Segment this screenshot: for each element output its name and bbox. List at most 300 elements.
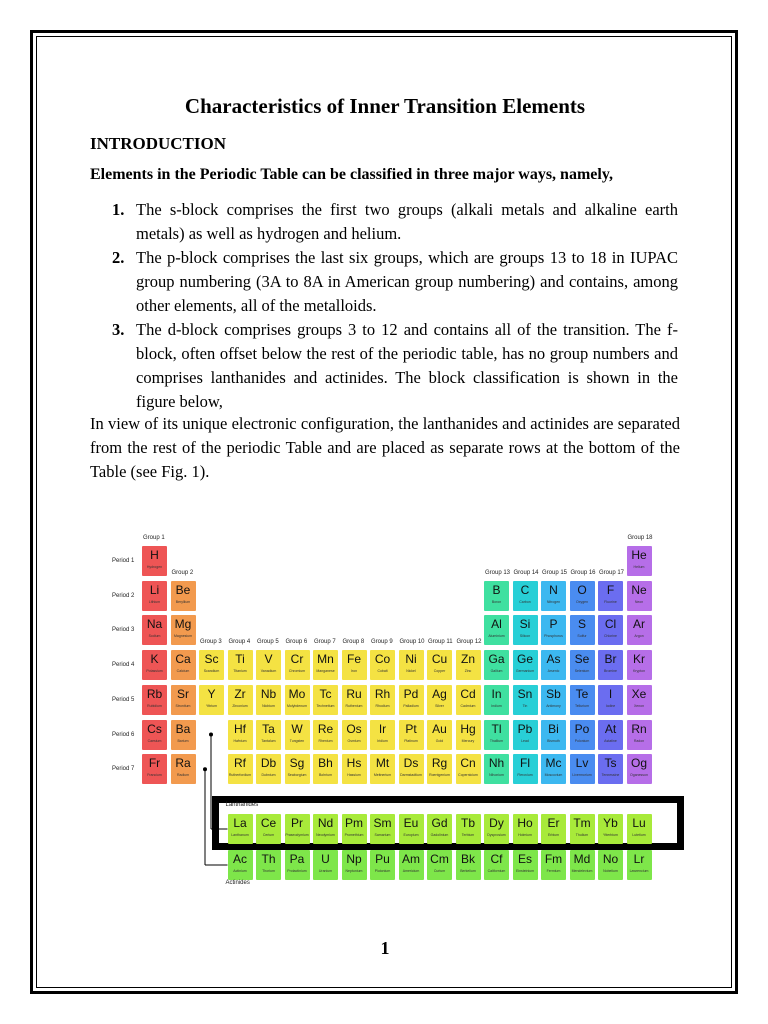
element-cell <box>598 754 623 784</box>
group-label: Group 6 <box>285 639 308 646</box>
list-item <box>112 246 678 318</box>
element-symbol: Lv <box>575 756 589 771</box>
element-symbol: Cm <box>430 852 449 866</box>
element-symbol: La <box>233 816 247 830</box>
element-symbol: Sg <box>289 756 305 771</box>
element-symbol: Sr <box>177 686 189 701</box>
element-cell <box>142 581 167 611</box>
element-cell <box>342 650 367 680</box>
element-symbol: Fr <box>148 756 161 771</box>
element-symbol: Ne <box>631 582 647 597</box>
element-cell <box>598 650 623 680</box>
element-cell <box>570 615 595 645</box>
element-cell <box>627 814 652 844</box>
element-cell <box>228 685 253 715</box>
element-cell <box>484 754 509 784</box>
element-name: Neptunium <box>345 869 363 873</box>
element-cell <box>484 650 509 680</box>
element-symbol: Y <box>207 686 216 701</box>
element-name: Gadolinium <box>430 833 449 837</box>
element-symbol: Md <box>573 852 591 866</box>
group-label: Group 5 <box>257 639 279 646</box>
element-symbol: Lu <box>632 816 646 830</box>
period-label: Period 2 <box>112 592 135 599</box>
element-cell <box>456 814 481 844</box>
element-cell <box>541 685 566 715</box>
element-name: Zinc <box>464 669 472 674</box>
element-name: Ytterbium <box>603 833 618 837</box>
element-name: Terbium <box>461 833 475 837</box>
element-cell <box>342 814 367 844</box>
element-cell <box>256 650 281 680</box>
element-symbol: Yb <box>603 816 618 830</box>
element-name: Europium <box>403 833 419 837</box>
element-name: Seaborgium <box>287 773 307 778</box>
element-symbol: Si <box>519 617 531 632</box>
period-label: Period 1 <box>112 558 135 564</box>
lead-sentence: Elements in the Periodic Table can be classified in three major ways, namely, <box>90 166 613 183</box>
element-symbol: Dy <box>489 816 504 830</box>
element-name: Thulium <box>575 833 589 837</box>
element-cell <box>285 754 310 784</box>
element-cell <box>627 685 652 715</box>
element-cell <box>199 650 224 680</box>
element-name: Scandium <box>203 669 220 674</box>
element-cell <box>142 650 167 680</box>
element-name: Tantalum <box>261 738 276 743</box>
element-name: Silicon <box>519 634 531 639</box>
element-symbol: Db <box>260 756 277 771</box>
element-symbol: Pr <box>291 816 303 830</box>
element-symbol: Sb <box>546 686 561 701</box>
element-symbol: Sc <box>204 652 219 667</box>
element-name: Nihonium <box>489 773 504 778</box>
element-name: Osmium <box>347 738 361 743</box>
element-symbol: Pm <box>345 816 363 830</box>
element-cell <box>598 814 623 844</box>
element-cell <box>570 814 595 844</box>
element-name: Titanium <box>233 669 247 674</box>
list-item <box>112 318 678 414</box>
element-symbol: In <box>491 686 502 701</box>
element-name: Hafnium <box>233 738 247 743</box>
element-name: Thallium <box>489 738 504 743</box>
group-label: Group 11 <box>428 639 453 646</box>
element-cell <box>456 720 481 750</box>
element-cell <box>570 850 595 880</box>
element-cell <box>142 685 167 715</box>
element-cell <box>541 720 566 750</box>
element-name: Roentgenium <box>429 773 450 778</box>
element-cell <box>627 546 652 576</box>
element-symbol: Eu <box>403 816 419 830</box>
element-name: Germanium <box>515 669 535 674</box>
element-cell <box>171 581 196 611</box>
element-name: Copernicium <box>458 773 478 778</box>
element-cell <box>627 581 652 611</box>
element-name: Zirconium <box>232 703 248 708</box>
element-name: Bismuth <box>547 738 560 743</box>
element-name: Technetium <box>316 703 335 708</box>
element-symbol: Fm <box>544 852 563 866</box>
element-name: Yttrium <box>205 703 218 708</box>
element-name: Erbium <box>547 833 560 837</box>
element-cell <box>627 850 652 880</box>
element-symbol: Ti <box>235 652 245 667</box>
element-symbol: Ts <box>604 756 617 771</box>
element-symbol: Bi <box>548 721 559 736</box>
element-symbol: Mn <box>317 652 334 667</box>
element-name: Platinum <box>404 738 418 743</box>
group-label: Group 3 <box>200 639 222 646</box>
element-cell <box>285 850 310 880</box>
element-name: Gallium <box>490 669 503 674</box>
element-name: Copper <box>433 669 446 674</box>
element-name: Nitrogen <box>546 599 561 604</box>
element-cell <box>171 720 196 750</box>
element-symbol: W <box>291 721 303 736</box>
element-name: Livermorium <box>572 773 592 778</box>
element-cell <box>399 850 424 880</box>
element-cell <box>142 615 167 645</box>
element-cell <box>541 850 566 880</box>
element-cell <box>399 650 424 680</box>
lanthanides-label: Lanthanides <box>225 802 259 808</box>
element-name: Fermium <box>546 869 561 873</box>
element-symbol: Br <box>604 652 617 667</box>
element-symbol: F <box>606 582 615 597</box>
element-cell <box>313 850 338 880</box>
element-name: Californium <box>487 869 506 873</box>
element-cell <box>427 850 452 880</box>
element-cell <box>399 814 424 844</box>
element-symbol: Bk <box>460 852 475 866</box>
element-cell <box>313 754 338 784</box>
period-label: Period 7 <box>112 766 135 773</box>
element-symbol: Pd <box>403 686 419 701</box>
block-classification-list <box>112 198 678 414</box>
element-name: Indium <box>491 703 502 708</box>
element-symbol: Os <box>346 721 362 736</box>
element-cell <box>256 814 281 844</box>
element-name: Boron <box>491 599 502 604</box>
element-cell <box>228 720 253 750</box>
element-cell <box>484 850 509 880</box>
element-name: Americium <box>402 869 420 873</box>
element-cell <box>399 754 424 784</box>
list-item <box>112 198 678 246</box>
element-symbol: Zr <box>234 686 246 701</box>
element-cell <box>598 685 623 715</box>
element-symbol: Tc <box>319 686 332 701</box>
element-name: Argon <box>634 634 644 639</box>
element-name: Calcium <box>176 669 190 674</box>
element-cell <box>342 850 367 880</box>
element-cell <box>370 720 395 750</box>
element-symbol: Nb <box>260 686 277 701</box>
element-name: Antimony <box>546 703 561 708</box>
element-cell <box>427 814 452 844</box>
element-name: Silver <box>435 703 444 708</box>
element-name: Neon <box>634 599 644 604</box>
element-cell <box>513 581 538 611</box>
element-cell <box>256 850 281 880</box>
element-symbol: At <box>604 721 617 736</box>
element-cell <box>342 754 367 784</box>
element-cell <box>570 754 595 784</box>
element-symbol: Pb <box>517 721 533 736</box>
element-symbol: Xe <box>631 686 647 701</box>
list-number: 2. <box>112 248 125 267</box>
group-label: Group 4 <box>228 639 251 646</box>
element-symbol: I <box>608 686 613 701</box>
element-symbol: As <box>546 652 561 667</box>
group-label: Group 12 <box>456 639 482 646</box>
element-name: Sodium <box>148 634 161 639</box>
element-symbol: Ar <box>633 617 645 632</box>
element-symbol: Na <box>146 617 163 632</box>
element-cell <box>570 581 595 611</box>
element-name: Tellurium <box>574 703 589 708</box>
element-symbol: Ds <box>403 756 419 771</box>
element-name: Tennessine <box>601 773 620 778</box>
element-name: Mendelevium <box>571 869 593 873</box>
group-label: Group 9 <box>371 639 393 646</box>
group-label: Group 13 <box>485 569 511 576</box>
list-number: 1. <box>112 200 125 219</box>
element-name: Praseodymium <box>285 833 309 837</box>
element-name: Strontium <box>175 703 191 708</box>
element-cell <box>142 546 167 576</box>
element-name: Molybdenum <box>286 703 308 708</box>
page-number: 1 <box>380 938 390 958</box>
element-name: Cerium <box>262 833 275 837</box>
element-cell <box>456 650 481 680</box>
element-cell <box>627 650 652 680</box>
element-name: Radon <box>633 738 645 743</box>
element-name: Xenon <box>633 703 645 708</box>
element-cell <box>570 685 595 715</box>
element-cell <box>370 814 395 844</box>
element-symbol: Rn <box>631 721 647 736</box>
element-cell <box>313 685 338 715</box>
element-name: Rhenium <box>318 738 333 743</box>
element-name: Ruthenium <box>345 703 363 708</box>
element-symbol: Ta <box>262 721 275 736</box>
element-symbol: Hf <box>234 721 246 736</box>
group-label: Group 14 <box>513 569 539 576</box>
element-name: Aluminium <box>488 634 505 639</box>
element-symbol: Th <box>261 852 276 866</box>
period-label: Period 5 <box>112 696 135 703</box>
element-name: Iridium <box>377 738 388 743</box>
element-symbol: Sm <box>373 816 392 830</box>
element-name: Tungsten <box>289 738 305 743</box>
element-symbol: Fe <box>346 652 361 667</box>
element-cell <box>285 720 310 750</box>
element-name: Manganese <box>316 669 335 674</box>
element-name: Nobelium <box>603 869 618 873</box>
element-symbol: Cf <box>490 852 503 866</box>
element-cell <box>570 650 595 680</box>
element-symbol: Og <box>630 756 647 771</box>
element-symbol: Ga <box>488 652 505 667</box>
element-name: Vanadium <box>260 669 277 674</box>
element-symbol: Mo <box>288 686 306 701</box>
element-cell <box>513 650 538 680</box>
element-cell <box>399 720 424 750</box>
element-symbol: Rf <box>234 756 246 771</box>
element-symbol: Np <box>346 852 362 866</box>
body-paragraph: In view of its unique electronic configuration, the lanthanides and actinides are separated from the rest of the periodic Table and are placed as separate rows at the bottom of the Table (see Fig. 1). <box>90 414 680 481</box>
page-title: Characteristics of Inner Transition Elements <box>184 94 586 118</box>
element-symbol: Cs <box>147 721 162 736</box>
element-symbol: Cn <box>460 756 476 771</box>
element-cell <box>541 650 566 680</box>
element-name: Moscovium <box>544 773 563 778</box>
element-symbol: Es <box>517 852 532 866</box>
element-name: Caesium <box>147 738 162 743</box>
element-name: Barium <box>177 738 189 743</box>
element-name: Niobium <box>262 703 275 708</box>
element-name: Samarium <box>374 833 391 837</box>
element-symbol: Zn <box>460 652 475 667</box>
element-cell <box>370 850 395 880</box>
element-symbol: Au <box>432 721 447 736</box>
element-name: Lanthanum <box>231 833 249 837</box>
element-symbol: Gd <box>431 816 448 830</box>
element-name: Einsteinium <box>515 869 535 873</box>
element-name: Arsenic <box>547 669 560 674</box>
element-cell <box>513 615 538 645</box>
element-name: Actinium <box>233 869 247 873</box>
element-name: Promethium <box>344 833 364 837</box>
element-symbol: Pu <box>375 852 390 866</box>
element-symbol: Ru <box>346 686 362 701</box>
element-cell <box>171 650 196 680</box>
element-cell <box>285 685 310 715</box>
element-name: Rubidium <box>147 703 162 708</box>
element-name: Chlorine <box>603 634 618 639</box>
element-cell <box>627 720 652 750</box>
element-name: Hydrogen <box>146 565 163 569</box>
element-symbol: Ir <box>378 721 387 736</box>
element-cell <box>484 615 509 645</box>
element-cell <box>342 685 367 715</box>
element-name: Selenium <box>574 669 590 674</box>
element-symbol: Lr <box>633 852 645 866</box>
element-symbol: Al <box>491 617 502 632</box>
element-symbol: Se <box>574 652 590 667</box>
group-label: Group 17 <box>599 569 625 576</box>
element-cell <box>228 814 253 844</box>
element-symbol: Kr <box>633 652 645 667</box>
element-cell <box>171 615 196 645</box>
element-cell <box>541 814 566 844</box>
element-cell <box>228 650 253 680</box>
element-cell <box>285 650 310 680</box>
element-cell <box>598 850 623 880</box>
element-name: Francium <box>147 773 162 778</box>
element-cell <box>171 685 196 715</box>
element-name: Helium <box>633 565 645 569</box>
element-name: Gold <box>435 738 444 743</box>
group-label: Group 8 <box>342 639 365 646</box>
element-cell <box>313 720 338 750</box>
element-name: Neodymium <box>316 833 335 837</box>
element-name: Potassium <box>146 669 163 674</box>
element-symbol: N <box>549 582 558 597</box>
element-name: Polonium <box>574 738 590 743</box>
element-symbol: B <box>492 582 501 597</box>
element-cell <box>256 720 281 750</box>
element-name: Berkelium <box>460 869 476 873</box>
element-cell <box>513 720 538 750</box>
element-name: Sulfur <box>577 634 587 639</box>
element-symbol: Hg <box>460 721 476 736</box>
element-cell <box>370 685 395 715</box>
element-symbol: Mc <box>545 756 562 771</box>
element-symbol: Pt <box>405 721 417 736</box>
element-name: Lutetium <box>632 833 646 837</box>
list-text: The d-block comprises groups 3 to 12 and contains all of the transition. The f-block, often offset below the rest of the periodic table, has no group numbers and comprises lanthanides and actinides. The block classification is shown in the figure below, <box>136 320 678 411</box>
element-cell <box>513 685 538 715</box>
element-name: Beryllium <box>175 599 191 604</box>
element-name: Lithium <box>148 599 161 604</box>
periodic-table-figure <box>112 524 662 894</box>
element-symbol: Cd <box>460 686 476 701</box>
group-label: Group 16 <box>570 569 596 576</box>
element-symbol: P <box>549 617 558 632</box>
group-label: Group 15 <box>542 569 568 576</box>
element-symbol: Ag <box>432 686 447 701</box>
element-name: Oganesson <box>630 773 648 778</box>
element-cell <box>541 754 566 784</box>
element-cell <box>342 720 367 750</box>
element-symbol: Pa <box>289 852 305 866</box>
element-symbol: U <box>321 852 330 866</box>
element-symbol: Rb <box>146 686 163 701</box>
element-name: Bromine <box>603 669 618 674</box>
element-name: Cadmium <box>460 703 476 708</box>
element-symbol: Be <box>175 582 191 597</box>
element-symbol: Ca <box>175 652 191 667</box>
group-label: Group 10 <box>399 639 425 646</box>
element-name: Oxygen <box>575 599 589 604</box>
element-cell <box>541 581 566 611</box>
list-text: The p-block comprises the last six groups, which are groups 13 to 18 in IUPAC group numbering (3A to 8A in American group numbering) and contains, among other elements, all of the metalloids. <box>136 248 678 315</box>
element-symbol: Am <box>402 852 420 866</box>
element-name: Lawrencium <box>629 869 649 873</box>
element-name: Radium <box>176 773 190 778</box>
element-symbol: Fl <box>520 756 530 771</box>
element-symbol: Tm <box>573 816 591 830</box>
element-symbol: Tl <box>491 721 502 736</box>
element-cell <box>541 615 566 645</box>
element-name: Carbon <box>519 599 531 604</box>
element-cell <box>456 685 481 715</box>
element-symbol: Po <box>574 721 590 736</box>
element-symbol: Rg <box>431 756 448 771</box>
element-name: Flerovium <box>517 773 533 778</box>
element-symbol: Hs <box>346 756 362 771</box>
element-cell <box>484 685 509 715</box>
element-name: Plutonium <box>374 869 391 873</box>
element-symbol: Re <box>317 721 334 736</box>
section-heading: INTRODUCTION <box>90 134 227 153</box>
element-name: Dubnium <box>261 773 276 778</box>
element-name: Protactinium <box>287 869 307 873</box>
